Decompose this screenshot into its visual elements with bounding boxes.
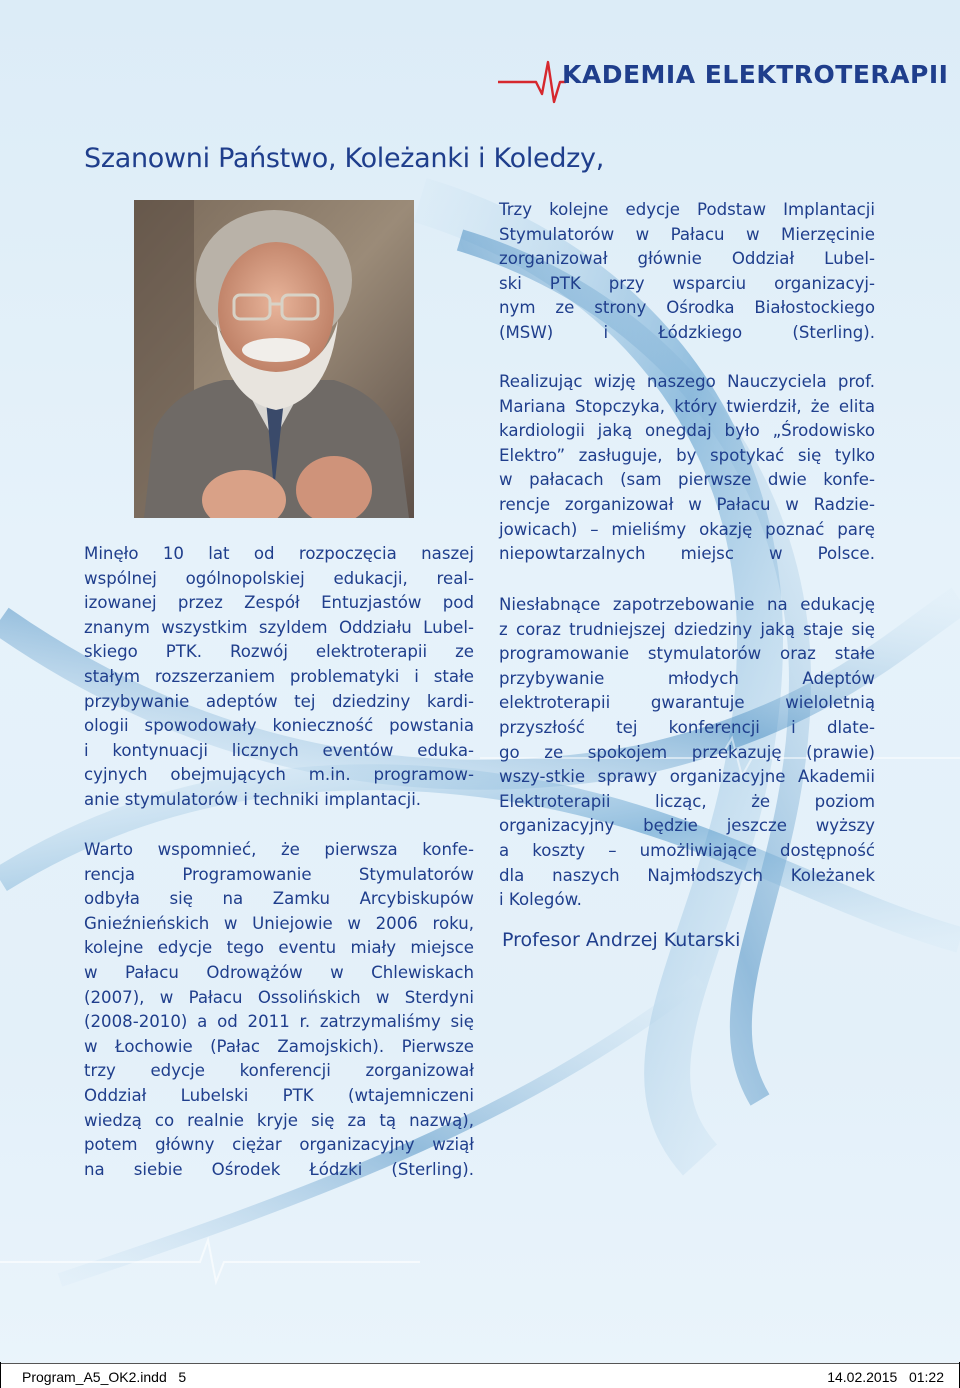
text-line: Niesłabnące zapotrzebowanie na edukację [499, 595, 875, 614]
text-line: Gnieźnieńskich w Uniejowie w 2006 roku, [84, 913, 474, 933]
text-line: Realizując wizję naszego Nauczyciela prof. [499, 372, 875, 391]
text-line: Trzy kolejne edycje Podstaw Implantacji [499, 200, 875, 219]
text-line: zorganizował głównie Oddział Lubel- [499, 249, 875, 269]
text-line: Elektroterapii licząc, że poziom [499, 791, 875, 811]
ecg-pulse-icon [498, 58, 568, 108]
text-line: trzy edycje konferencji zorganizował [84, 1061, 474, 1081]
text-line: wiedzą co realnie kryje się za tą nazwą), [84, 1110, 474, 1130]
crop-mark [0, 1362, 1, 1388]
text-line: kolejne edycje tego eventu miały miejsce [84, 938, 474, 958]
text-line: elektroterapii gwarantuje wieloletnią [499, 693, 875, 713]
text-line: izowanej przez Zespół Entuzjastów pod [84, 593, 474, 613]
text-line: odbyła się na Zamku Arcybiskupów [84, 889, 474, 909]
text-line: w Pałacu Odrowążów w Chlewiskach [84, 962, 474, 982]
text-line: niepowtarzalnych miejsc w Polsce. [499, 544, 875, 564]
text-line: ski PTK przy wsparciu organizacyj- [499, 273, 875, 293]
print-slug-footer [0, 1363, 960, 1388]
text-line: przybywanie młodych Adeptów [499, 668, 875, 688]
text-line: Stymulatorów w Pałacu w Mierzęcinie [499, 224, 875, 244]
text-line: wspólnej ogólnopolskiej edukacji, real- [84, 568, 474, 588]
text-line: dla naszych Najmłodszych Koleżanek [499, 865, 875, 885]
text-line: Oddział Lubelski PTK (wtajemniczeni [84, 1085, 474, 1105]
text-line: wszy-stkie sprawy organizacyjne Akademii [499, 767, 875, 787]
text-line: (2008-2010) a od 2011 r. zatrzymaliśmy się [84, 1012, 474, 1032]
text-line: (MSW) i Łódzkiego (Sterling). [499, 322, 875, 342]
text-line: Mariana Stopczyka, który twierdził, że elita [499, 396, 875, 416]
text-line: stałym rozszerzaniem problematyki i stałe [84, 666, 474, 686]
text-line: nym ze strony Ośrodka Białostockiego [499, 298, 875, 318]
text-line: w pałacach (sam pierwsze dwie konfe- [499, 470, 875, 490]
text-line: jowicach) – mieliśmy okazję poznać parę [499, 519, 875, 539]
text-line: i Kolegów. [499, 890, 582, 910]
text-line: rencja Programowanie Stymulatorów [84, 864, 474, 884]
text-line: i kontynuacji licznych eventów eduka- [84, 740, 474, 760]
text-line: na siebie Ośrodek Łódzki (Sterling). [84, 1159, 474, 1179]
text-line: przyszłość tej konferencji i dlate- [499, 717, 875, 737]
text-line: Warto wspomnieć, że pierwsza konfe- [84, 840, 474, 859]
text-line: skiego PTK. Rozwój elektroterapii ze [84, 642, 474, 662]
text-line: Minęło 10 lat od rozpoczęcia naszej [84, 544, 474, 563]
text-line: anie stymulatorów i techniki implantacji. [84, 789, 422, 809]
right-paragraph-3 [499, 593, 875, 913]
text-line: Elektro” zasługuje, by spotykać się tylko [499, 445, 875, 465]
print-timestamp: 14.02.2015 01:22 [827, 1369, 944, 1385]
text-line: znanym wszystkim szyldem Oddziału Lubel- [84, 617, 474, 637]
author-portrait [134, 200, 414, 518]
right-paragraph-1 [499, 198, 875, 346]
akademia-logo [498, 58, 949, 108]
text-line: (2007), w Pałacu Ossolińskich w Sterdyni [84, 987, 474, 1007]
text-line: przybywanie adeptów tej dziedziny kardi- [84, 691, 474, 711]
left-paragraph-1 [84, 542, 474, 813]
text-line: cyjnych obejmujących m.in. programow- [84, 765, 474, 785]
text-line: organizacyjny będzie jeszcze wyższy [499, 816, 875, 836]
author-signature: Profesor Andrzej Kutarski [502, 929, 741, 951]
text-line: a koszty – umożliwiające dostępność [499, 840, 875, 860]
logo-text: KADEMIA ELEKTROTERAPII [562, 60, 949, 89]
right-paragraph-2 [499, 370, 875, 567]
left-paragraph-2 [84, 838, 474, 1182]
text-line: potem główny ciężar organizacyjny wziął [84, 1135, 474, 1155]
text-line: z coraz trudniejszej dziedziny jaką staje się [499, 619, 875, 639]
text-line: go ze spokojem przekazuję (prawie) [499, 742, 875, 762]
text-line: w Łochowie (Pałac Zamojskich). Pierwsze [84, 1036, 474, 1056]
page-heading: Szanowni Państwo, Koleżanki i Koledzy, [84, 143, 605, 174]
text-line: programowanie stymulatorów oraz stałe [499, 644, 875, 664]
text-line: kardiologii jaką onegdaj było „Środowisko [499, 421, 875, 441]
text-line: ologii spowodowały konieczność powstania [84, 716, 474, 736]
indd-file-label: Program_A5_OK2.indd 5 [22, 1369, 187, 1385]
text-line: rencje zorganizował w Pałacu w Radzie- [499, 494, 875, 514]
